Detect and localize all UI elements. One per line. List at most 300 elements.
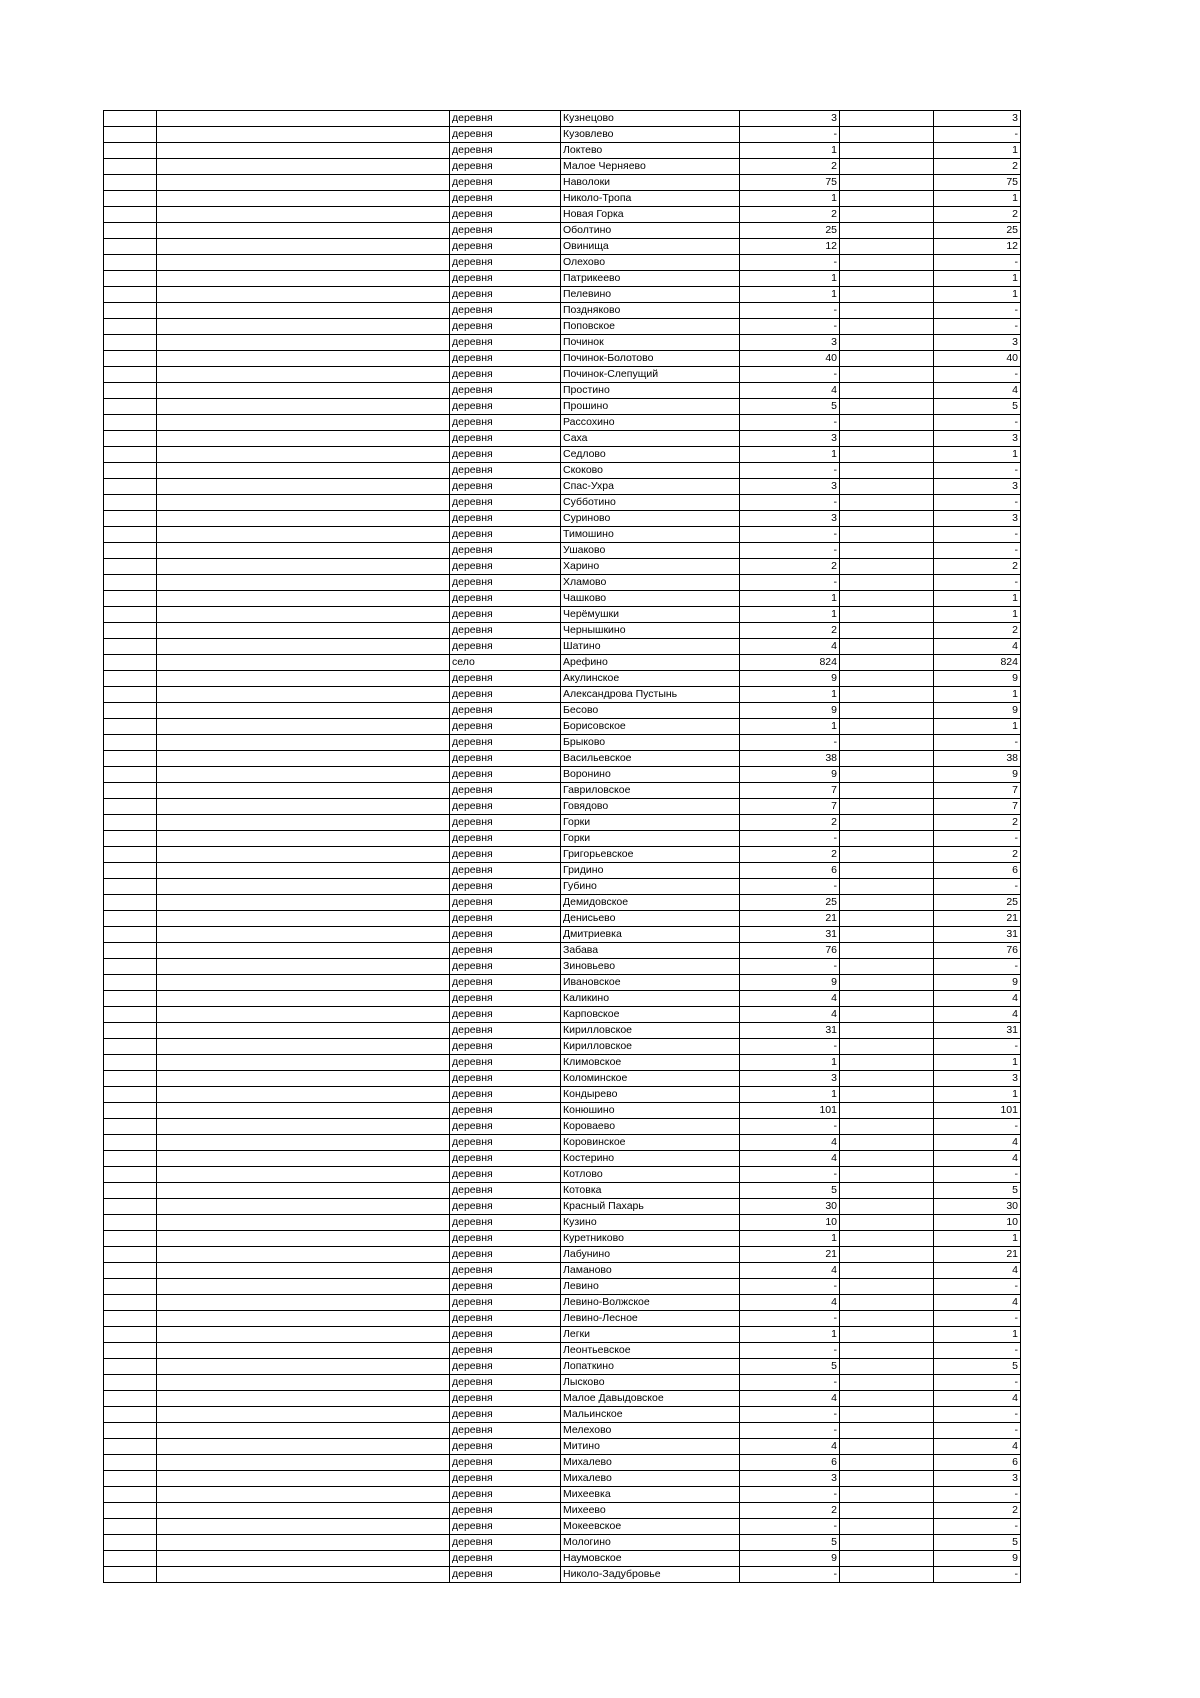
empty-cell — [840, 863, 934, 879]
total-count-cell: - — [740, 1311, 840, 1327]
settlement-type-cell: деревня — [450, 175, 561, 191]
table-row — [104, 1215, 1021, 1231]
table-row — [104, 687, 1021, 703]
district-cell — [157, 799, 450, 815]
row-index-cell — [104, 687, 157, 703]
value-count-cell: - — [934, 735, 1021, 751]
row-index-cell — [104, 463, 157, 479]
district-cell — [157, 1375, 450, 1391]
district-cell — [157, 895, 450, 911]
settlement-name-cell: Малое Черняево — [561, 159, 740, 175]
empty-cell — [840, 239, 934, 255]
district-cell — [157, 991, 450, 1007]
district-cell — [157, 1343, 450, 1359]
table-row — [104, 1167, 1021, 1183]
settlement-name-cell: Кузино — [561, 1215, 740, 1231]
district-cell — [157, 175, 450, 191]
settlement-name-cell: Рассохино — [561, 415, 740, 431]
district-cell — [157, 847, 450, 863]
total-count-cell: 1 — [740, 447, 840, 463]
value-count-cell: - — [934, 367, 1021, 383]
table-row — [104, 1007, 1021, 1023]
table-row — [104, 191, 1021, 207]
total-count-cell: - — [740, 1039, 840, 1055]
table-row — [104, 767, 1021, 783]
settlement-type-cell: деревня — [450, 1087, 561, 1103]
total-count-cell: - — [740, 831, 840, 847]
settlement-type-cell: деревня — [450, 287, 561, 303]
settlement-name-cell: Бесово — [561, 703, 740, 719]
district-cell — [157, 1231, 450, 1247]
value-count-cell: 75 — [934, 175, 1021, 191]
settlement-name-cell: Михалево — [561, 1455, 740, 1471]
value-count-cell: 3 — [934, 335, 1021, 351]
row-index-cell — [104, 1375, 157, 1391]
empty-cell — [840, 175, 934, 191]
value-count-cell: 3 — [934, 1471, 1021, 1487]
row-index-cell — [104, 847, 157, 863]
settlement-name-cell: Поповское — [561, 319, 740, 335]
row-index-cell — [104, 1487, 157, 1503]
empty-cell — [840, 1567, 934, 1583]
row-index-cell — [104, 815, 157, 831]
row-index-cell — [104, 639, 157, 655]
row-index-cell — [104, 1039, 157, 1055]
row-index-cell — [104, 127, 157, 143]
row-index-cell — [104, 1263, 157, 1279]
settlement-type-cell: деревня — [450, 975, 561, 991]
settlement-type-cell: деревня — [450, 1231, 561, 1247]
settlement-type-cell: деревня — [450, 1151, 561, 1167]
row-index-cell — [104, 1455, 157, 1471]
value-count-cell: - — [934, 1039, 1021, 1055]
value-count-cell: - — [934, 879, 1021, 895]
table-row — [104, 1231, 1021, 1247]
settlement-name-cell: Овинища — [561, 239, 740, 255]
district-cell — [157, 1167, 450, 1183]
total-count-cell: 4 — [740, 639, 840, 655]
row-index-cell — [104, 863, 157, 879]
value-count-cell: 9 — [934, 975, 1021, 991]
district-cell — [157, 239, 450, 255]
settlement-type-cell: деревня — [450, 991, 561, 1007]
table-row — [104, 143, 1021, 159]
row-index-cell — [104, 1391, 157, 1407]
table-row — [104, 287, 1021, 303]
value-count-cell: 25 — [934, 223, 1021, 239]
empty-cell — [840, 255, 934, 271]
table-row — [104, 1535, 1021, 1551]
district-cell — [157, 255, 450, 271]
empty-cell — [840, 1167, 934, 1183]
settlement-type-cell: деревня — [450, 1391, 561, 1407]
value-count-cell: 6 — [934, 863, 1021, 879]
district-cell — [157, 1279, 450, 1295]
settlement-name-cell: Починок-Болотово — [561, 351, 740, 367]
value-count-cell: - — [934, 1375, 1021, 1391]
empty-cell — [840, 479, 934, 495]
empty-cell — [840, 207, 934, 223]
total-count-cell: 6 — [740, 1455, 840, 1471]
value-count-cell: - — [934, 1567, 1021, 1583]
settlement-name-cell: Гридино — [561, 863, 740, 879]
total-count-cell: 21 — [740, 911, 840, 927]
row-index-cell — [104, 1055, 157, 1071]
empty-cell — [840, 607, 934, 623]
value-count-cell: 9 — [934, 703, 1021, 719]
row-index-cell — [104, 223, 157, 239]
value-count-cell: - — [934, 543, 1021, 559]
row-index-cell — [104, 351, 157, 367]
value-count-cell: - — [934, 463, 1021, 479]
empty-cell — [840, 303, 934, 319]
settlement-name-cell: Ивановское — [561, 975, 740, 991]
settlement-name-cell: Брыково — [561, 735, 740, 751]
settlement-name-cell: Починок-Слепущий — [561, 367, 740, 383]
district-cell — [157, 1247, 450, 1263]
row-index-cell — [104, 239, 157, 255]
total-count-cell: - — [740, 303, 840, 319]
empty-cell — [840, 1391, 934, 1407]
district-cell — [157, 1039, 450, 1055]
row-index-cell — [104, 607, 157, 623]
row-index-cell — [104, 319, 157, 335]
empty-cell — [840, 1023, 934, 1039]
total-count-cell: 1 — [740, 1055, 840, 1071]
settlement-name-cell: Воронино — [561, 767, 740, 783]
table-row — [104, 303, 1021, 319]
settlement-name-cell: Леонтьевское — [561, 1343, 740, 1359]
total-count-cell: 4 — [740, 1391, 840, 1407]
table-row — [104, 831, 1021, 847]
settlement-type-cell: деревня — [450, 127, 561, 143]
row-index-cell — [104, 255, 157, 271]
district-cell — [157, 1151, 450, 1167]
district-cell — [157, 367, 450, 383]
settlement-type-cell: деревня — [450, 623, 561, 639]
table-row — [104, 1311, 1021, 1327]
row-index-cell — [104, 671, 157, 687]
empty-cell — [840, 1487, 934, 1503]
value-count-cell: 1 — [934, 687, 1021, 703]
row-index-cell — [104, 927, 157, 943]
settlement-type-cell: деревня — [450, 1247, 561, 1263]
empty-cell — [840, 1407, 934, 1423]
value-count-cell: 2 — [934, 847, 1021, 863]
table-row — [104, 575, 1021, 591]
empty-cell — [840, 655, 934, 671]
empty-cell — [840, 111, 934, 127]
settlement-type-cell: деревня — [450, 687, 561, 703]
district-cell — [157, 415, 450, 431]
district-cell — [157, 335, 450, 351]
settlement-name-cell: Карповское — [561, 1007, 740, 1023]
empty-cell — [840, 351, 934, 367]
row-index-cell — [104, 399, 157, 415]
row-index-cell — [104, 895, 157, 911]
settlement-name-cell: Николо-Тропа — [561, 191, 740, 207]
value-count-cell: 6 — [934, 1455, 1021, 1471]
value-count-cell: 40 — [934, 351, 1021, 367]
value-count-cell: - — [934, 1279, 1021, 1295]
table-row — [104, 1023, 1021, 1039]
value-count-cell: 1 — [934, 191, 1021, 207]
table-row — [104, 1391, 1021, 1407]
settlement-type-cell: деревня — [450, 495, 561, 511]
table-row — [104, 1503, 1021, 1519]
table-row — [104, 1279, 1021, 1295]
empty-cell — [840, 271, 934, 287]
empty-cell — [840, 847, 934, 863]
total-count-cell: 25 — [740, 223, 840, 239]
empty-cell — [840, 815, 934, 831]
empty-cell — [840, 1231, 934, 1247]
settlement-type-cell: деревня — [450, 1503, 561, 1519]
row-index-cell — [104, 1231, 157, 1247]
settlement-name-cell: Горки — [561, 831, 740, 847]
district-cell — [157, 1071, 450, 1087]
settlement-name-cell: Починок — [561, 335, 740, 351]
total-count-cell: 5 — [740, 1359, 840, 1375]
total-count-cell: 4 — [740, 1135, 840, 1151]
value-count-cell: - — [934, 575, 1021, 591]
row-index-cell — [104, 383, 157, 399]
row-index-cell — [104, 287, 157, 303]
settlement-name-cell: Скоково — [561, 463, 740, 479]
settlement-type-cell: деревня — [450, 927, 561, 943]
empty-cell — [840, 1215, 934, 1231]
district-cell — [157, 575, 450, 591]
empty-cell — [840, 575, 934, 591]
table-row — [104, 319, 1021, 335]
settlement-type-cell: деревня — [450, 111, 561, 127]
settlement-type-cell: деревня — [450, 1471, 561, 1487]
empty-cell — [840, 431, 934, 447]
empty-cell — [840, 1295, 934, 1311]
district-cell — [157, 671, 450, 687]
district-cell — [157, 223, 450, 239]
settlement-name-cell: Красный Пахарь — [561, 1199, 740, 1215]
district-cell — [157, 1519, 450, 1535]
value-count-cell: 4 — [934, 1439, 1021, 1455]
value-count-cell: 4 — [934, 1007, 1021, 1023]
empty-cell — [840, 943, 934, 959]
total-count-cell: 31 — [740, 927, 840, 943]
settlement-type-cell: деревня — [450, 479, 561, 495]
settlement-type-cell: деревня — [450, 671, 561, 687]
settlement-type-cell: деревня — [450, 431, 561, 447]
row-index-cell — [104, 1007, 157, 1023]
table-row — [104, 527, 1021, 543]
total-count-cell: - — [740, 527, 840, 543]
table-row — [104, 431, 1021, 447]
total-count-cell: 30 — [740, 1199, 840, 1215]
row-index-cell — [104, 575, 157, 591]
row-index-cell — [104, 1567, 157, 1583]
row-index-cell — [104, 1087, 157, 1103]
row-index-cell — [104, 943, 157, 959]
value-count-cell: 1 — [934, 447, 1021, 463]
district-cell — [157, 1327, 450, 1343]
district-cell — [157, 1055, 450, 1071]
settlement-type-cell: деревня — [450, 191, 561, 207]
total-count-cell: - — [740, 415, 840, 431]
empty-cell — [840, 1455, 934, 1471]
value-count-cell: 4 — [934, 1135, 1021, 1151]
settlement-type-cell: деревня — [450, 223, 561, 239]
total-count-cell: 1 — [740, 607, 840, 623]
settlement-name-cell: Зиновьево — [561, 959, 740, 975]
row-index-cell — [104, 751, 157, 767]
table-row — [104, 1119, 1021, 1135]
table-row — [104, 927, 1021, 943]
table-row — [104, 447, 1021, 463]
table-row — [104, 1327, 1021, 1343]
empty-cell — [840, 703, 934, 719]
value-count-cell: 1 — [934, 287, 1021, 303]
settlement-name-cell: Котовка — [561, 1183, 740, 1199]
settlement-name-cell: Саха — [561, 431, 740, 447]
value-count-cell: 12 — [934, 239, 1021, 255]
settlement-name-cell: Котлово — [561, 1167, 740, 1183]
district-cell — [157, 207, 450, 223]
row-index-cell — [104, 1439, 157, 1455]
settlement-name-cell: Демидовское — [561, 895, 740, 911]
settlement-type-cell: деревня — [450, 1183, 561, 1199]
total-count-cell: - — [740, 367, 840, 383]
row-index-cell — [104, 1151, 157, 1167]
value-count-cell: 4 — [934, 1263, 1021, 1279]
settlement-type-cell: деревня — [450, 959, 561, 975]
settlement-type-cell: деревня — [450, 751, 561, 767]
row-index-cell — [104, 495, 157, 511]
empty-cell — [840, 399, 934, 415]
table-row — [104, 1359, 1021, 1375]
district-cell — [157, 479, 450, 495]
row-index-cell — [104, 911, 157, 927]
total-count-cell: - — [740, 1343, 840, 1359]
settlement-name-cell: Черёмушки — [561, 607, 740, 623]
value-count-cell: 2 — [934, 815, 1021, 831]
table-row — [104, 783, 1021, 799]
total-count-cell: 5 — [740, 399, 840, 415]
district-cell — [157, 1551, 450, 1567]
settlement-type-cell: деревня — [450, 1487, 561, 1503]
district-cell — [157, 815, 450, 831]
total-count-cell: 1 — [740, 687, 840, 703]
district-cell — [157, 1295, 450, 1311]
value-count-cell: 4 — [934, 639, 1021, 655]
value-count-cell: - — [934, 831, 1021, 847]
table-row — [104, 207, 1021, 223]
total-count-cell: 9 — [740, 1551, 840, 1567]
settlement-type-cell: деревня — [450, 1215, 561, 1231]
total-count-cell: 824 — [740, 655, 840, 671]
settlement-name-cell: Простино — [561, 383, 740, 399]
value-count-cell: 21 — [934, 911, 1021, 927]
total-count-cell: - — [740, 495, 840, 511]
row-index-cell — [104, 1215, 157, 1231]
row-index-cell — [104, 1423, 157, 1439]
district-cell — [157, 351, 450, 367]
value-count-cell: 101 — [934, 1103, 1021, 1119]
row-index-cell — [104, 543, 157, 559]
district-cell — [157, 463, 450, 479]
value-count-cell: 1 — [934, 1055, 1021, 1071]
row-index-cell — [104, 1167, 157, 1183]
row-index-cell — [104, 367, 157, 383]
value-count-cell: 76 — [934, 943, 1021, 959]
value-count-cell: 10 — [934, 1215, 1021, 1231]
settlement-name-cell: Куретниково — [561, 1231, 740, 1247]
settlement-type-cell: деревня — [450, 1119, 561, 1135]
settlement-type-cell: деревня — [450, 159, 561, 175]
row-index-cell — [104, 1311, 157, 1327]
row-index-cell — [104, 1295, 157, 1311]
total-count-cell: 1 — [740, 1231, 840, 1247]
table-row — [104, 1519, 1021, 1535]
settlement-name-cell: Денисьево — [561, 911, 740, 927]
value-count-cell: - — [934, 1407, 1021, 1423]
district-cell — [157, 527, 450, 543]
district-cell — [157, 1215, 450, 1231]
total-count-cell: 3 — [740, 111, 840, 127]
value-count-cell: 2 — [934, 207, 1021, 223]
empty-cell — [840, 1359, 934, 1375]
settlement-name-cell: Александрова Пустынь — [561, 687, 740, 703]
row-index-cell — [104, 1279, 157, 1295]
empty-cell — [840, 1343, 934, 1359]
settlement-name-cell: Чашково — [561, 591, 740, 607]
table-row — [104, 1263, 1021, 1279]
settlement-name-cell: Кузнецово — [561, 111, 740, 127]
settlement-type-cell: деревня — [450, 367, 561, 383]
empty-cell — [840, 1471, 934, 1487]
table-row — [104, 1567, 1021, 1583]
settlement-type-cell: деревня — [450, 703, 561, 719]
table-row — [104, 671, 1021, 687]
district-cell — [157, 111, 450, 127]
total-count-cell: 9 — [740, 671, 840, 687]
total-count-cell: 1 — [740, 1087, 840, 1103]
table-row — [104, 1471, 1021, 1487]
empty-cell — [840, 223, 934, 239]
total-count-cell: 4 — [740, 1263, 840, 1279]
empty-cell — [840, 1519, 934, 1535]
empty-cell — [840, 623, 934, 639]
district-cell — [157, 1487, 450, 1503]
settlement-type-cell: деревня — [450, 447, 561, 463]
row-index-cell — [104, 591, 157, 607]
settlement-name-cell: Субботино — [561, 495, 740, 511]
total-count-cell: - — [740, 1423, 840, 1439]
district-cell — [157, 863, 450, 879]
total-count-cell: - — [740, 319, 840, 335]
settlement-type-cell: деревня — [450, 1039, 561, 1055]
total-count-cell: 3 — [740, 511, 840, 527]
empty-cell — [840, 1103, 934, 1119]
settlement-type-cell: деревня — [450, 207, 561, 223]
district-cell — [157, 511, 450, 527]
value-count-cell: 9 — [934, 1551, 1021, 1567]
table-row — [104, 511, 1021, 527]
empty-cell — [840, 671, 934, 687]
empty-cell — [840, 1071, 934, 1087]
total-count-cell: 9 — [740, 975, 840, 991]
table-row — [104, 1423, 1021, 1439]
district-cell — [157, 1135, 450, 1151]
settlement-type-cell: деревня — [450, 1535, 561, 1551]
